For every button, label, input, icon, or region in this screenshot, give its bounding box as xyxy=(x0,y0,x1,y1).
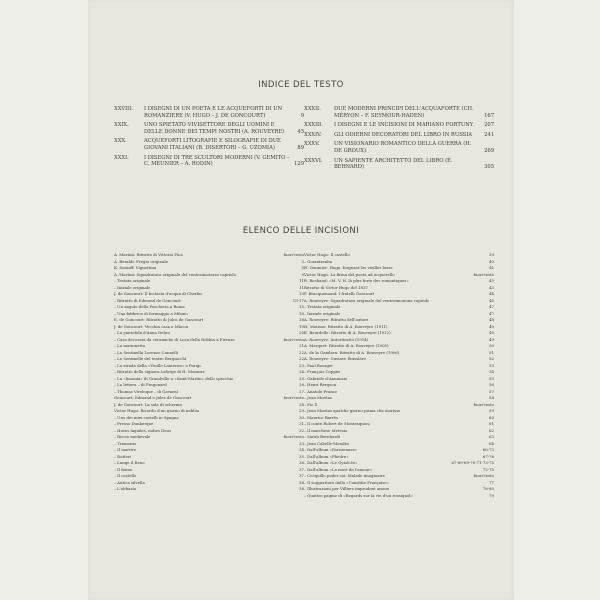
plate-caption: – Un angolo della Pescheria a Roma xyxy=(114,304,185,309)
toc-chapter-title: I DISEGNI DI TRE SCULTORI MODERNI (V. GEMITO – C. MEUNIER – A. RODIN) xyxy=(144,154,290,168)
toc-entry xyxy=(114,155,304,168)
plate-row xyxy=(304,493,494,500)
plate-page: 49 xyxy=(489,323,494,329)
toc-chapter-number: XXVIII. xyxy=(114,106,133,112)
plate-page: 49 xyxy=(489,330,494,335)
plate-caption: E. Bourdelle: Ritratto di A. Rouveyre (1912) xyxy=(304,330,391,335)
plate-caption: A. Martini: Ritratto di Vittorio Pica xyxy=(114,252,183,257)
plate-page: 38 xyxy=(299,479,304,485)
plate-caption: – Una fabbrica di formaggio a Milano xyxy=(114,310,188,316)
toc-chapter-number: XXXI. xyxy=(114,154,129,161)
plate-caption: – Lunge il Reno xyxy=(114,460,145,465)
plate-caption: – Le Sentinelle del teatro Bergiacchi xyxy=(114,356,187,361)
plate-page: 3 xyxy=(301,258,304,264)
plate-caption: – La marionetta xyxy=(114,343,146,348)
plate-page: 48 xyxy=(489,317,494,322)
plate-page: 16 xyxy=(299,310,304,316)
toc-page-number: 45 xyxy=(297,128,304,135)
toc-entry xyxy=(114,106,304,119)
plate-caption: – Pio X xyxy=(304,401,318,407)
plate-caption: – La «limonia» di Grandville a «Saint-Martin» dello specchio xyxy=(114,375,234,381)
plate-page: 44 xyxy=(489,291,494,296)
plate-caption: J. de Goncourt: Il fochista d'acqua di Cherlin xyxy=(114,291,202,296)
plate-caption: – Il castello xyxy=(114,473,137,478)
plate-page: 54 xyxy=(489,369,494,374)
plate-page: 21 xyxy=(299,343,304,348)
plate-page: 55 xyxy=(489,375,494,381)
plate-caption: A. Rouveyre: Squadratura originale del ventesimonono capitolo xyxy=(304,297,430,303)
plate-caption: – Cocquille poder soi: Malade imaginaire xyxy=(304,473,385,478)
plate-caption: Ritratto di Victor Hugo del 1837 xyxy=(304,284,368,290)
plate-caption: Victor Hugo: La firma del poeta ad acquerello xyxy=(304,271,395,277)
plate-page: 72-75 xyxy=(482,466,494,472)
toc-entry xyxy=(304,141,494,154)
plate-page: 34 xyxy=(299,447,304,452)
plate-page: 40 xyxy=(489,258,494,264)
toc-chapter-number: XXXIII. xyxy=(304,122,323,129)
toc-column-right xyxy=(304,106,494,174)
plate-page: 63 xyxy=(489,434,494,439)
plate-caption: B. Rechaud: «M. V. H. là plus forte des romantiques» xyxy=(304,278,409,283)
plate-caption: – Jean Moréas qualche giorno prima che morisse xyxy=(304,408,401,413)
plate-page: 11 xyxy=(299,284,304,290)
toc-chapter-title: UN SAPIENTE ARCHITETTO DEL LIBRO (É. BERNARD) xyxy=(334,157,453,171)
toc-page-number: 89 xyxy=(297,144,304,151)
plate-page: 33 xyxy=(299,440,304,446)
plate-caption: – Hoses lagiales, nubes Deus xyxy=(114,427,172,433)
plate-caption: – Il conte Robert de Montesquiou xyxy=(304,421,370,426)
plate-page: 49 xyxy=(489,336,494,342)
plate-caption: J. de Goncourt: Vecchia casa a Mâcon xyxy=(114,323,189,329)
toc-page-number: 269 xyxy=(484,147,494,154)
toc-entry xyxy=(114,122,304,135)
plates-column-left xyxy=(114,252,304,493)
toc-page-number: 305 xyxy=(484,164,494,171)
plate-page: 57 xyxy=(489,388,494,394)
toc-page-number: 9 xyxy=(300,112,304,119)
plate-caption: – Paul Bourget xyxy=(304,362,333,368)
plate-page: 38 xyxy=(299,486,304,491)
plate-caption: F. Bracquemond: I fratelli Goncourt xyxy=(304,291,375,296)
plate-page: 26 xyxy=(299,382,304,387)
plate-caption: A. Beraldi: Fregio originale xyxy=(114,258,168,264)
plate-page: fuori-testo xyxy=(473,271,494,277)
toc-entry xyxy=(114,138,304,151)
elenco-title: ELENCO DELLE INCISIONI xyxy=(242,226,360,236)
plate-page: 59 xyxy=(489,408,494,413)
plate-page: 15 xyxy=(299,304,304,309)
plate-caption: – Presso Dunkerque xyxy=(114,421,154,426)
plate-page: 5 xyxy=(301,265,304,270)
plate-caption: – Testata originale xyxy=(304,304,341,309)
plate-page: fuori-testo xyxy=(283,336,304,342)
index-title: INDICE DEL TESTO xyxy=(258,80,344,90)
toc-chapter-title: GLI ODIERNI DECORATORI DEL LIBRO IN RUSSIA xyxy=(334,131,473,138)
plate-page: 52 xyxy=(489,356,494,361)
plate-caption: – Ritratto di Edmond de Goncourt xyxy=(114,297,181,303)
plate-caption: – Il marchese Metesio xyxy=(304,427,348,433)
plate-caption: – François Coppée xyxy=(304,369,341,374)
plate-caption: – Testata originale xyxy=(114,278,151,283)
toc-chapter-title: UN VISIONARIO ROMANTICO DELLA GUERRA (H. DE GROUX) xyxy=(334,141,472,154)
plate-caption: – Dall'album «Parisiennes» xyxy=(304,447,358,452)
toc-chapter-title: UNO SPIETATO VIVISETTORE DEGLI UOMINI E DELLE DONNE DEI TEMPI NOSTRI (A. ROUVEYRE) xyxy=(144,122,285,135)
plate-caption: – Uno dei miei castelli in Spagna xyxy=(114,414,179,420)
plate-page: 22 xyxy=(299,356,304,361)
plate-caption: – Rocca medievale xyxy=(114,434,151,439)
plate-caption: – Tramonto xyxy=(114,440,137,446)
plate-caption: A. de la Gandara: Ritratto di A. Rouveyre (1906) xyxy=(304,349,400,355)
plate-page: 29 xyxy=(299,408,304,413)
plate-caption: E. de Goncourt: Ritratto di Jules de Goncourt xyxy=(114,317,204,322)
plate-page: 62 xyxy=(489,427,494,433)
plate-page: 28 xyxy=(299,401,304,407)
toc-chapter-number: XXXIV. xyxy=(304,131,322,138)
plate-caption: A. Marquet: Ritratto di A. Rouveyre (1905) xyxy=(304,343,389,348)
plate-page: 31 xyxy=(299,421,304,426)
plate-row xyxy=(114,486,304,493)
plate-page: 19 xyxy=(299,323,304,329)
plate-page: fuori-testo xyxy=(473,473,494,478)
plate-page: 53 xyxy=(489,362,494,368)
plate-caption: – Il martire xyxy=(114,447,137,452)
plate-page: 18 xyxy=(299,317,304,322)
plate-caption: – La Sentinella Lorenzo Cannelli xyxy=(114,349,179,355)
toc-page-number: 167 xyxy=(484,112,494,119)
plate-caption: A. Rouveyre: Ritratto dell'autore xyxy=(304,317,369,322)
plate-page: 56 xyxy=(489,382,494,387)
plate-page: 22 xyxy=(299,349,304,355)
plate-page: fuori-testo xyxy=(473,401,494,407)
plate-caption: – Quattro pagine di «Regards sur la vie d'un rossignol» xyxy=(304,492,413,498)
plate-page: 60 xyxy=(489,414,494,420)
plate-caption: – Gabriele d'Annunzio xyxy=(304,375,348,381)
plate-caption: – Dall'album «Phèdre» xyxy=(304,453,349,459)
toc-chapter-title: DUE MODERNI PRINCIPI DELL'ACQUAFORTE (CH. MÉRYON – F. SEYMOUR-HADEN) xyxy=(334,106,474,119)
plate-caption: – Ritratto della signora Laforge di H. Monnier xyxy=(114,369,205,374)
plate-caption: A. Rouveyre: Autoritratto (1914) xyxy=(304,336,369,342)
plate-page: fuori-testo xyxy=(283,395,304,400)
plate-caption: – Sarah Bernhardt xyxy=(304,434,341,439)
plate-page: 41 xyxy=(489,265,494,270)
plate-page: 37 xyxy=(299,473,304,478)
plate-page: 39 xyxy=(489,252,494,257)
toc-entry xyxy=(304,132,494,139)
plate-page: 78-80 xyxy=(482,486,494,491)
plate-caption: – Jean Moréas xyxy=(304,395,332,400)
plate-caption: – Dall'album «La mort de l'amour» xyxy=(304,466,373,472)
plate-page: 43 xyxy=(489,278,494,283)
plate-caption: – Dall'album «Le Gynécée» xyxy=(304,460,358,465)
toc-chapter-number: XXXV. xyxy=(304,141,320,148)
toc-page-number: 129 xyxy=(294,161,304,168)
plate-caption: – Anatole France xyxy=(304,388,338,394)
toc-chapter-title: I DISEGNI DI UN POETA E LE ACQUEFORTI DI UN ROMANZIERE (V. HUGO – J. DE GONCOURT) xyxy=(144,106,283,119)
plate-page: 50 xyxy=(489,343,494,348)
toc-chapter-number: XXXVI. xyxy=(304,157,323,164)
plate-page: 9 xyxy=(301,271,304,277)
plate-page: 36 xyxy=(299,460,304,465)
plate-caption: – Jean Cabelle-Mendès xyxy=(304,440,349,446)
plate-caption: – La strada della «Vieille Lanterne» a Parigi xyxy=(114,362,201,368)
plate-page: fuori-testo xyxy=(283,252,304,257)
plate-page: 32 xyxy=(299,427,304,433)
plate-page: 47 xyxy=(489,304,494,309)
toc-entry xyxy=(304,158,494,171)
plate-page: 37 xyxy=(299,466,304,472)
plate-caption: – Maurice Barrès xyxy=(304,414,339,420)
plate-caption: – Iniziale originale xyxy=(304,310,341,316)
plate-page: 30 xyxy=(299,414,304,420)
plate-caption: Victor Hugo: Il castello xyxy=(304,252,350,257)
plate-page: fuori-testo xyxy=(283,434,304,439)
plate-caption: – L'abbazia xyxy=(114,486,137,491)
plate-page: 11 xyxy=(299,278,304,283)
plate-caption: – Gozzatrenha xyxy=(304,258,333,264)
plate-page: 67-76 xyxy=(482,453,494,459)
plate-caption: H. Daumier: Hugo, forgeant les vieilles bises xyxy=(304,265,393,270)
toc-chapter-number: XXIX. xyxy=(114,122,129,129)
plate-caption: Goncourt: Edmond e Jules de Goncourt xyxy=(114,395,192,400)
plate-caption: – Thomas Vireloque – di Gavarni xyxy=(114,388,178,394)
plate-page: 43 xyxy=(489,284,494,290)
plate-page: 64 xyxy=(489,440,494,446)
plate-page: 61 xyxy=(489,421,494,426)
toc-chapter-title: I DISEGNI E LE INCISIONI DI MARIANO FORTUNY xyxy=(334,122,474,129)
toc-page-number: 241 xyxy=(484,131,494,138)
plate-caption: Victor Hugo: Ricordo d'un giorno di nebbia xyxy=(114,408,200,413)
plate-caption: – Henri Bergson xyxy=(304,382,337,387)
plate-caption: – Iniziale originale xyxy=(114,284,151,290)
plate-caption: – Rotteri xyxy=(114,453,131,459)
document-page xyxy=(88,0,514,600)
plate-page: 47 xyxy=(489,310,494,316)
plate-page: 66-73 xyxy=(482,447,494,452)
plate-page: 67-69-69-70-71-73-75 xyxy=(451,460,494,465)
plate-caption: – Il fiume xyxy=(114,466,133,472)
plate-page: 58 xyxy=(489,395,494,400)
plate-caption: – Casa decorata da ceramiche di Luca della Robbia a Firenze xyxy=(114,336,235,342)
plate-caption: – Illustrazioni per Villiers imprudent amore xyxy=(304,486,390,491)
plate-page: 45 xyxy=(489,297,494,303)
plate-caption: – Antica silvella xyxy=(114,479,145,485)
plate-page: 35 xyxy=(299,453,304,459)
plate-page: 79 xyxy=(489,492,494,498)
plate-caption: A. Rouveyre: Gustave Boissière xyxy=(304,356,366,361)
toc-column-left xyxy=(114,106,304,171)
toc-chapter-title: ACQUEFORTI LITOGRAFIE E SILOGRAFIE DI DUE GIOVANI ITALIANI (B. DISERTORI – G. UZOMIA) xyxy=(144,138,281,151)
toc-page-number: 207 xyxy=(484,122,494,129)
plate-page: 20 xyxy=(299,330,304,335)
toc-chapter-number: XXXII. xyxy=(304,106,321,112)
plate-page: 23 xyxy=(299,362,304,368)
plate-caption: – Il suggeritore dalla «Comédie-Française» xyxy=(304,479,390,485)
plate-caption: K. Somoff: Vignettina xyxy=(114,265,157,270)
plate-caption: H. Matisse: Ritratto di A. Rouveyre (1911) xyxy=(304,323,388,329)
toc-chapter-number: XXX. xyxy=(114,138,127,145)
plate-page: 27 xyxy=(299,388,304,394)
plate-caption: – La pantofola d'Anna Delice xyxy=(114,330,171,335)
plate-caption: – La lettera – di Fragonard xyxy=(114,382,167,387)
plate-page: 13 xyxy=(299,291,304,296)
plate-page: 25 xyxy=(299,375,304,381)
plate-caption: J. de Goncourt: La sala di scherma xyxy=(114,401,182,407)
plate-page: 15-17 xyxy=(292,297,304,303)
plate-page: 77 xyxy=(489,479,494,485)
toc-entry xyxy=(304,122,494,129)
plate-page: 51 xyxy=(489,349,494,355)
plate-caption: A. Martini: Squadratura originale del ventesimoterzo capitolo xyxy=(114,271,236,277)
toc-entry xyxy=(304,106,494,119)
plate-page: 24 xyxy=(299,369,304,374)
